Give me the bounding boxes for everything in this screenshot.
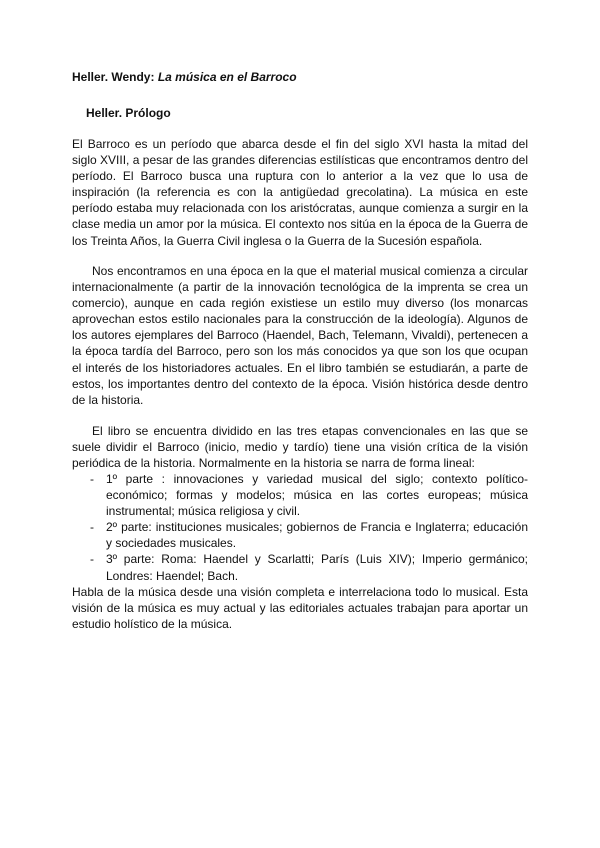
paragraph-structure: El libro se encuentra dividido en las tres etapas convencionales en las que se suele dividir el Barroco (inicio, medio y tardío) tiene una visión crítica de la visión periódica de la historia. Normalmente en la historia se narra de forma lineal: bbox=[72, 424, 528, 471]
list-bullet: - bbox=[90, 472, 94, 486]
section-heading: Heller. Prólogo bbox=[86, 106, 171, 120]
title-author: Heller. Wendy: bbox=[72, 70, 155, 84]
list-bullet: - bbox=[90, 552, 94, 567]
title-work: La música en el Barroco bbox=[157, 70, 297, 84]
parts-list bbox=[72, 471, 528, 584]
list-item-text: 1º parte : innovaciones y variedad musical del siglo; contexto político-económico; formas y modelos; música en las cortes europeas; música instrumental; música religiosa y civil. bbox=[106, 472, 528, 519]
paragraph-intro: El Barroco es un período que abarca desde el fin del siglo XVI hasta la mitad del siglo XVIII, a pesar de las grandes diferencias estilísticas que encontramos dentro del período. El Barroco busca una ruptura con lo anterior a la vez que lo usa de inspiración (la referencia es con la antigüedad grecolatina). La música en este período estaba muy relacionada con los aristócratas, aunque comienza a surgir en la clase media un amor por la música. El contexto nos sitúa en la época de la Guerra de los Treinta Años, la Guerra Civil inglesa o la Guerra de la Sucesión española. bbox=[72, 137, 528, 248]
list-item-text: 3º parte: Roma: Haendel y Scarlatti; París (Luis XIV); Imperio germánico; Londres: Haendel; Bach. bbox=[106, 552, 528, 583]
paragraph-closing: Habla de la música desde una visión completa e interrelaciona todo lo musical. Esta visión de la música es muy actual y las editoriales actuales trabajan para aportar un estudio holístico de la música. bbox=[72, 585, 528, 632]
paragraph-context: Nos encontramos en una época en la que el material musical comienza a circular internacionalmente (a partir de la innovación tecnológica de la imprenta se crea un comercio), aunque en cada región existiese un estilo muy diverso (los monarcas aprovechan estos estilo nacionales para la construcción de la ideología). Algunos de los autores ejemplares del Barroco (Haendel, Bach, Telemann, Vivaldi), pertenecen a la época tardía del Barroco, pero son los más conocidos ya que son los que ocupan el interés de los historiadores actuales. En el libro también se estudiarán, a parte de estos, los importantes dentro del contexto de la época. Visión histórica desde dentro de la historia. bbox=[72, 264, 528, 407]
list-item bbox=[72, 551, 528, 583]
list-item bbox=[72, 519, 528, 551]
document-title bbox=[72, 69, 297, 85]
list-bullet: - bbox=[90, 520, 94, 535]
list-item bbox=[72, 471, 528, 519]
list-item-text: 2º parte: instituciones musicales; gobiernos de Francia e Inglaterra; educación y sociedades musicales. bbox=[106, 520, 528, 551]
